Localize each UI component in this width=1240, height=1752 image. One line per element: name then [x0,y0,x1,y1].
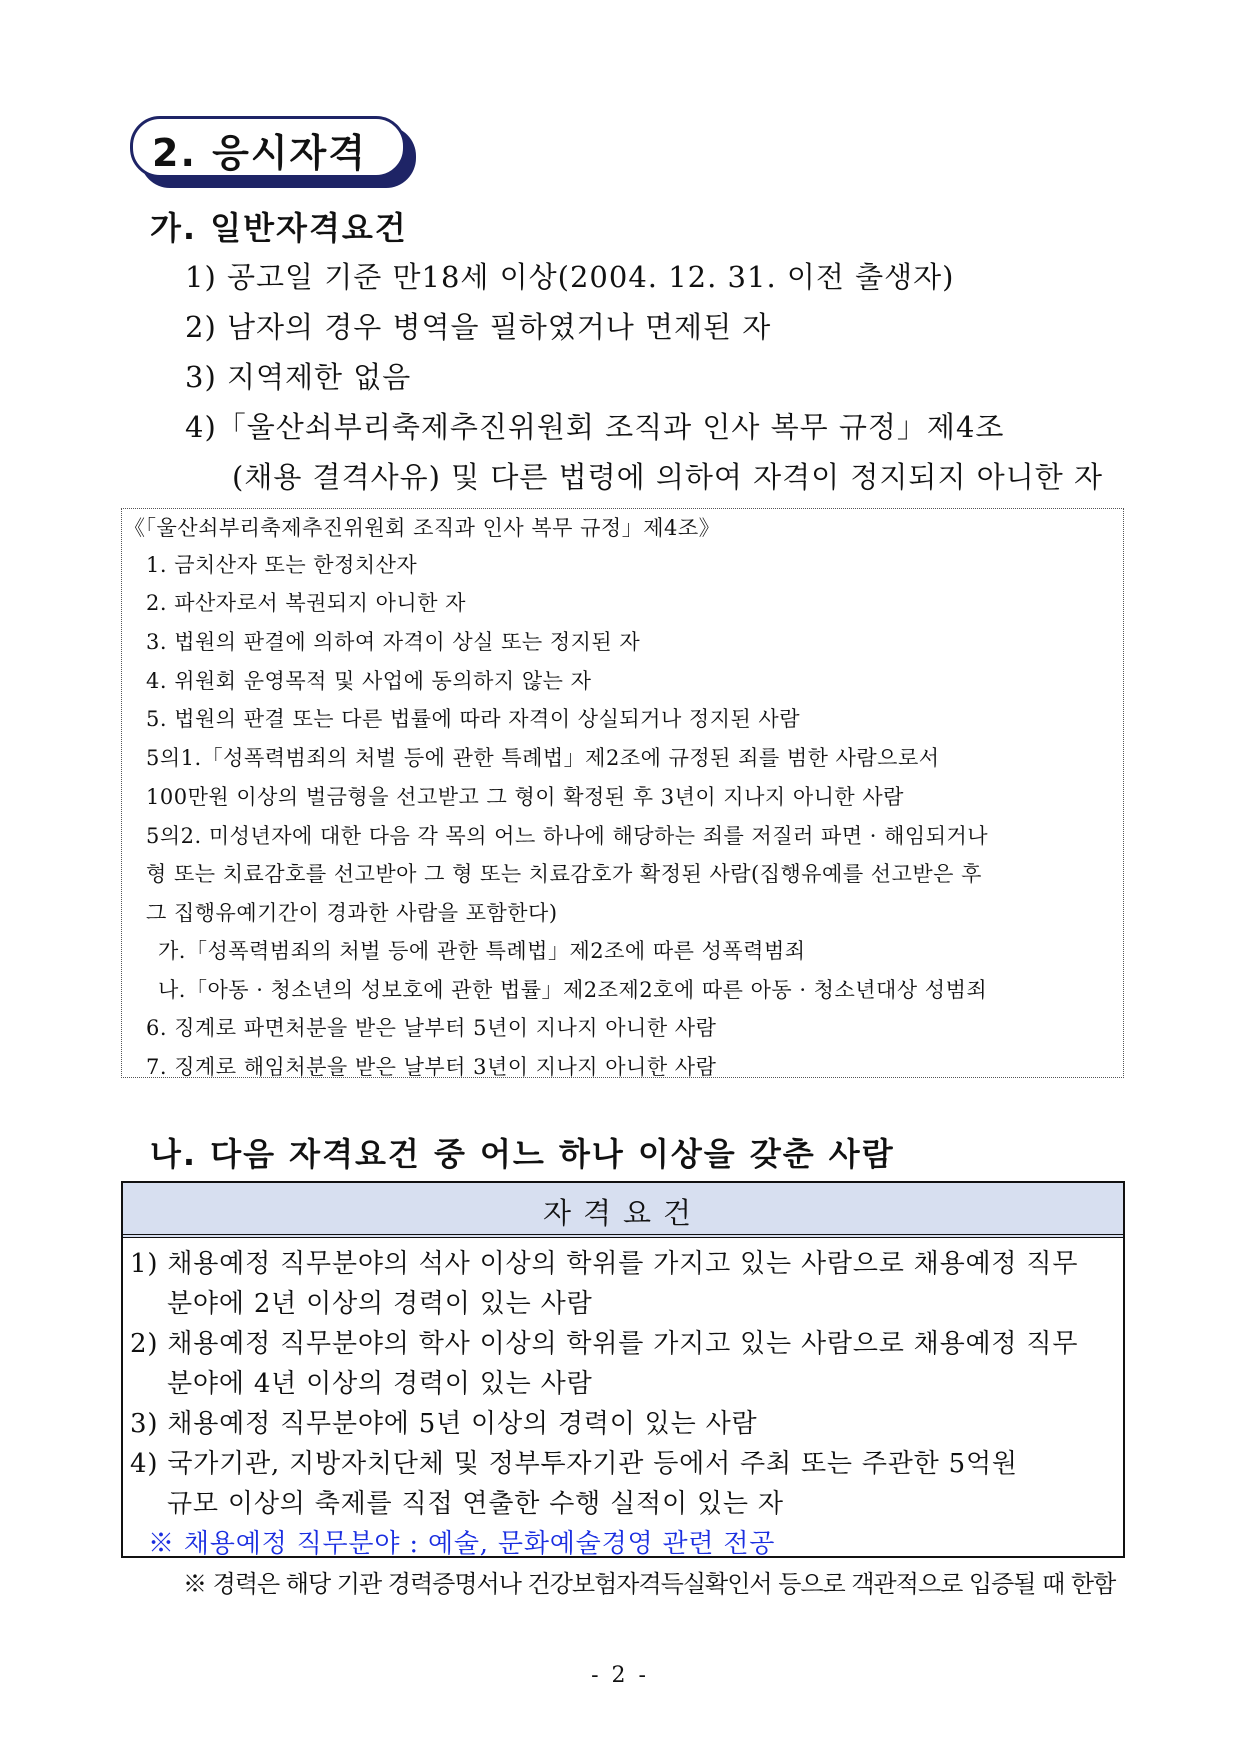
qualification-line: 분야에 2년 이상의 경력이 있는 사람 [167,1289,593,1319]
regulation-line: 1. 금치산자 또는 한정치산자 [146,553,418,577]
general-heading: 가. 일반자격요건 [150,209,408,247]
qualification-line: 4) 국가기관, 지방자치단체 및 정부투자기관 등에서 주최 또는 주관한 5억원 [130,1449,1018,1479]
regulation-line: 형 또는 치료감호를 선고받아 그 형 또는 치료감호가 확정된 사람(집행유예를 선고받은 후 [146,862,982,886]
regulation-line: 그 집행유예기간이 경과한 사람을 포함한다) [146,901,558,925]
qualification-heading: 나. 다음 자격요건 중 어느 하나 이상을 갖춘 사람 [150,1135,895,1173]
regulation-line: 5. 법원의 판결 또는 다른 법률에 따라 자격이 상실되거나 정지된 사람 [146,707,801,731]
regulation-line: 3. 법원의 판결에 의하여 자격이 상실 또는 정지된 자 [146,630,641,654]
general-item-3: 3) 지역제한 없음 [185,360,412,394]
regulation-line: 2. 파산자로서 복권되지 아니한 자 [146,591,466,615]
general-item-4: 4)「울산쇠부리축제추진위원회 조직과 인사 복무 규정」제4조 [185,410,1005,444]
section-title: 2. 응시자격 [152,131,367,175]
regulation-line: 나.「아동 · 청소년의 성보호에 관한 법률」제2조제2호에 따른 아동 · 청소년대상 성범죄 [158,978,988,1002]
table-header [123,1183,1123,1238]
general-item-2: 2) 남자의 경우 병역을 필하였거나 면제된 자 [185,310,772,344]
regulation-line: 가.「성폭력범죄의 처벌 등에 관한 특례법」제2조에 따른 성폭력범죄 [158,939,806,963]
general-item-1: 1) 공고일 기준 만18세 이상(2004. 12. 31. 이전 출생자) [185,260,955,294]
regulation-title: 《「울산쇠부리축제추진위원회 조직과 인사 복무 규정」제4조》 [124,516,721,540]
regulation-line: 100만원 이상의 벌금형을 선고받고 그 형이 확정된 후 3년이 지나지 아니한 사람 [146,785,904,809]
general-item-4-cont: (채용 결격사유) 및 다른 법령에 의하여 자격이 정지되지 아니한 자 [232,460,1103,494]
qualification-line: 규모 이상의 축제를 직접 연출한 수행 실적이 있는 자 [167,1489,784,1519]
regulation-line: 5의1.「성폭력범죄의 처벌 등에 관한 특례법」제2조에 규정된 죄를 범한 사람으로서 [146,746,940,770]
regulation-line: 7. 징계로 해임처분을 받은 날부터 3년이 지나지 아니한 사람 [146,1055,717,1079]
career-footnote: ※ 경력은 해당 기관 경력증명서나 건강보험자격득실확인서 등으로 객관적으로 입증될 때 한함 [183,1570,1116,1598]
qualification-line: 분야에 4년 이상의 경력이 있는 사람 [167,1369,593,1399]
table-header-label: 자격요건 [542,1196,704,1230]
regulation-line: 6. 징계로 파면처분을 받은 날부터 5년이 지나지 아니한 사람 [146,1016,717,1040]
regulation-line: 5의2. 미성년자에 대한 다음 각 목의 어느 하나에 해당하는 죄를 저질러 파면 · 해임되거나 [146,824,989,848]
regulation-line: 4. 위원회 운영목적 및 사업에 동의하지 않는 자 [146,669,592,693]
qualification-line: 2) 채용예정 직무분야의 학사 이상의 학위를 가지고 있는 사람으로 채용예정 직무 [130,1329,1079,1359]
qualification-line: 3) 채용예정 직무분야에 5년 이상의 경력이 있는 사람 [130,1409,758,1439]
qualification-line: 1) 채용예정 직무분야의 석사 이상의 학위를 가지고 있는 사람으로 채용예정 직무 [130,1249,1079,1279]
page-number: - 2 - [591,1663,649,1688]
major-note: ※ 채용예정 직무분야 : 예술, 문화예술경영 관련 전공 [148,1529,776,1559]
